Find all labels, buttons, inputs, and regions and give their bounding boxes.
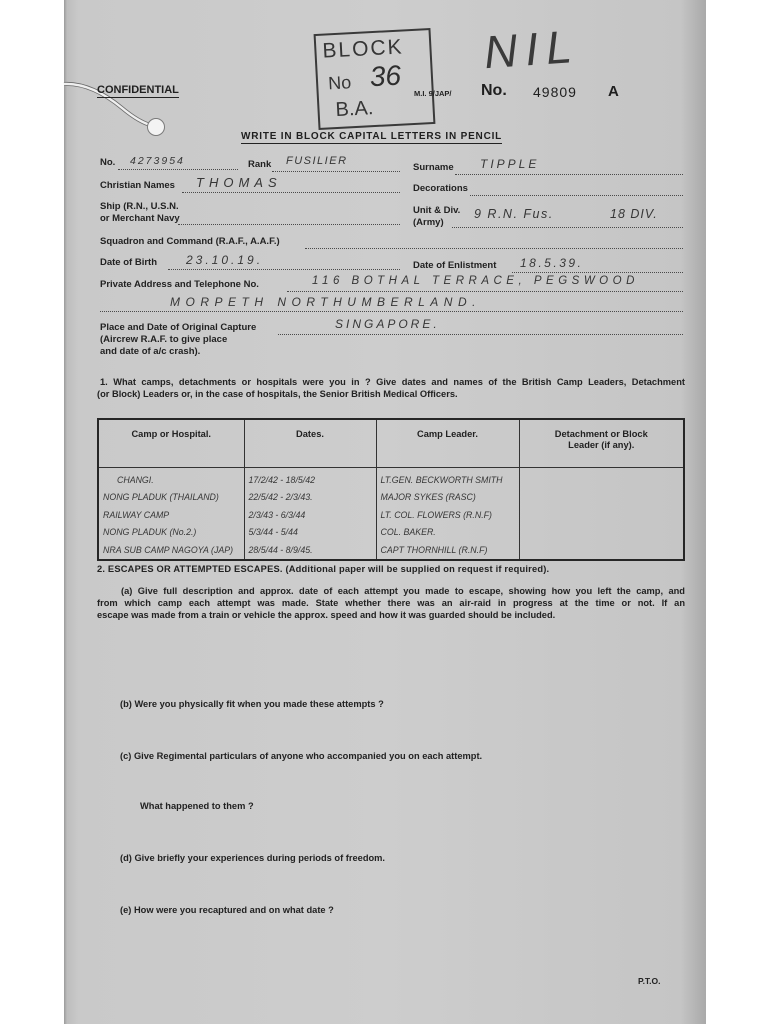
table-row	[98, 468, 684, 489]
decorations-line	[470, 195, 683, 196]
address-line-1	[287, 291, 683, 292]
block-stamp	[314, 28, 436, 130]
squadron-label: Squadron and Command (R.A.F., A.A.F.)	[100, 236, 280, 247]
stamp-block-text: BLOCK	[321, 35, 405, 63]
camp-cell: NONG PLADUK (THAILAND)	[103, 492, 219, 503]
date-of-enlistment-label: Date of Enlistment	[413, 260, 497, 271]
rank-label: Rank	[248, 159, 272, 170]
instruction-heading: WRITE IN BLOCK CAPITAL LETTERS IN PENCIL	[241, 131, 503, 142]
surname-label: Surname	[413, 162, 454, 173]
dates-cell: 28/5/44 - 8/9/45.	[244, 541, 376, 560]
ship-label-line-1: Ship (R.N., U.S.N.	[100, 201, 179, 212]
column-header-camp: Camp or Hospital.	[98, 419, 244, 468]
please-turn-over: P.T.O.	[638, 976, 661, 986]
surname-value: TIPPLE	[480, 157, 540, 171]
address-value-line-2: MORPETH NORTHUMBERLAND.	[170, 295, 481, 309]
detachment-leader-cell	[519, 468, 684, 489]
classification-heading: CONFIDENTIAL	[97, 84, 179, 96]
column-header-camp-leader: Camp Leader.	[376, 419, 519, 468]
service-no-line	[118, 169, 238, 170]
ship-line	[178, 224, 400, 225]
camp-cell: CHANGI.	[117, 474, 154, 485]
table-row	[98, 541, 684, 560]
christian-names-value: THOMAS	[196, 175, 282, 190]
detachment-leader-cell	[519, 524, 684, 542]
camp-cell: NRA SUB CAMP NAGOYA (JAP)	[103, 544, 234, 555]
rank-value: FUSILIER	[286, 155, 348, 167]
ship-label-line-2: or Merchant Navy	[100, 213, 180, 224]
service-no-label: No.	[100, 157, 116, 168]
escapes-heading: 2. ESCAPES OR ATTEMPTED ESCAPES. (Additional paper will be supplied on request if required).	[97, 564, 550, 574]
punch-hole	[147, 118, 165, 136]
camps-question-line-1: 1. What camps, detachments or hospitals were you in ? Give dates and names of the British Camp Leaders, Detachment	[100, 377, 685, 387]
stamp-no-label: No	[327, 72, 352, 94]
unit-line	[452, 227, 683, 228]
escapes-question-e: (e) How were you recaptured and on what date ?	[120, 905, 334, 915]
table-header-row	[98, 419, 684, 468]
leader-cell: MAJOR SYKES (RASC)	[376, 489, 519, 507]
surname-line	[455, 174, 683, 175]
address-label: Private Address and Telephone No.	[100, 279, 259, 290]
dates-cell: 2/3/43 - 6/3/44	[244, 506, 376, 524]
squadron-line	[305, 248, 683, 249]
stamp-number: 36	[369, 59, 402, 93]
nil-annotation: NIL	[482, 19, 582, 79]
capture-line	[278, 334, 683, 335]
column-header-detachment-leader: Detachment or Block Leader (if any).	[519, 419, 684, 468]
leader-cell: LT.GEN. BECKWORTH SMITH	[376, 468, 519, 489]
christian-names-line	[182, 192, 400, 193]
capture-label: Place and Date of Original Capture	[100, 322, 257, 333]
reference-number: 49809	[533, 84, 577, 100]
reference-no-label: No.	[481, 82, 507, 99]
division-value: 18 DIV.	[610, 207, 658, 221]
detachment-leader-cell	[519, 489, 684, 507]
detachment-leader-cell	[519, 506, 684, 524]
stamp-initials: B.A.	[334, 97, 374, 122]
escapes-question-b: (b) Were you physically fit when you made these attempts ?	[120, 699, 384, 709]
date-of-enlistment-line	[512, 272, 683, 273]
address-value-line-1: 116 BOTHAL TERRACE, PEGSWOOD	[312, 275, 639, 287]
table-row	[98, 524, 684, 542]
capture-value: SINGAPORE.	[335, 317, 440, 331]
camp-cell: NONG PLADUK (No.2.)	[103, 527, 197, 538]
table-row	[98, 489, 684, 507]
date-of-birth-label: Date of Birth	[100, 257, 157, 268]
service-no-value: 4273954	[130, 155, 185, 167]
dates-cell: 22/5/42 - 2/3/43.	[244, 489, 376, 507]
escapes-question-a-line-3: escape was made from a train or vehicle the approx. speed and how it was guarded should be included.	[97, 610, 556, 620]
decorations-label: Decorations	[413, 183, 468, 194]
leader-cell: LT. COL. FLOWERS (R.N.F)	[376, 506, 519, 524]
rank-line	[272, 171, 400, 172]
reference-suffix: A	[608, 83, 619, 100]
date-of-birth-value: 23.10.19.	[186, 253, 264, 267]
camps-table	[97, 418, 685, 561]
escapes-question-a-line-1: (a) Give full description and approx. date of each attempt you made to escape, showing how you left the camp, and	[121, 586, 685, 596]
column-header-dates: Dates.	[244, 419, 376, 468]
address-line-2	[100, 311, 683, 312]
escapes-question-c-follow-up: What happened to them ?	[140, 801, 254, 811]
dates-cell: 17/2/42 - 18/5/42	[244, 468, 376, 489]
date-of-enlistment-value: 18.5.39.	[520, 256, 584, 270]
capture-note-line-2: and date of a/c crash).	[100, 346, 201, 357]
escapes-question-c: (c) Give Regimental particulars of anyone who accompanied you on each attempt.	[120, 751, 483, 761]
table-row	[98, 506, 684, 524]
unit-value: 9 R.N. Fus.	[474, 207, 554, 221]
escapes-question-a-line-2: from which camp each attempt was made. State whether there was an air-raid in progress at the time or not. If an	[97, 598, 685, 608]
capture-note-line-1: (Aircrew R.A.F. to give place	[100, 334, 228, 345]
leader-cell: COL. BAKER.	[376, 524, 519, 542]
camps-question-line-2: (or Block) Leaders or, in the case of hospitals, the Senior British Medical Officers.	[97, 389, 458, 399]
escapes-question-d: (d) Give briefly your experiences during periods of freedom.	[120, 853, 386, 863]
unit-label-line-1: Unit & Div.	[413, 205, 461, 216]
date-of-birth-line	[168, 269, 400, 270]
unit-label-line-2: (Army)	[413, 217, 444, 228]
christian-names-label: Christian Names	[100, 180, 175, 191]
camp-cell: RAILWAY CAMP	[103, 509, 170, 520]
detachment-leader-cell	[519, 541, 684, 560]
dates-cell: 5/3/44 - 5/44	[244, 524, 376, 542]
reference-prefix: M.I. 9/JAP/	[414, 89, 452, 98]
leader-cell: CAPT THORNHILL (R.N.F)	[376, 541, 519, 560]
